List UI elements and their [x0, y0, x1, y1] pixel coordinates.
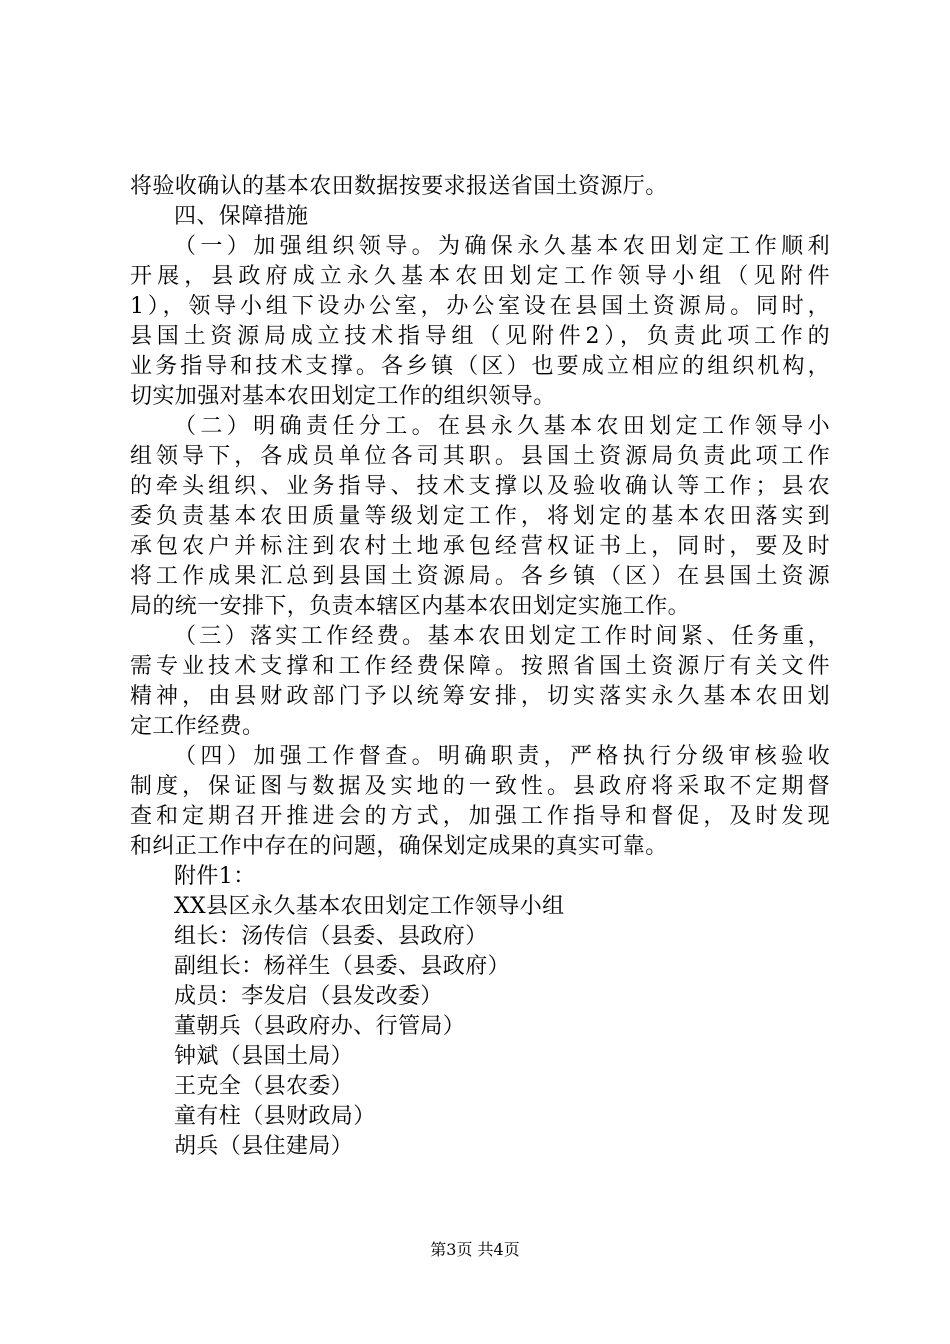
paragraph-line: 需专业技术支撑和工作经费保障。按照省国土资源厅有关文件 — [130, 654, 830, 679]
member-line: 董朝兵（县政府办、行管局） — [174, 1014, 466, 1039]
paragraph-line: 将验收确认的基本农田数据按要求报送省国土资源厅。 — [130, 174, 668, 199]
member-line: 童有柱（县财政局） — [174, 1104, 376, 1129]
paragraph-line: 制度，保证图与数据及实地的一致性。县政府将采取不定期督 — [130, 774, 830, 799]
paragraph-line: 的牵头组织、业务指导、技术支撑以及验收确认等工作；县农 — [130, 474, 830, 499]
member-line: 钟斌（县国土局） — [174, 1044, 354, 1069]
paragraph-line: 查和定期召开推进会的方式，加强工作指导和督促，及时发现 — [130, 804, 830, 829]
section-heading: 四、保障措施 — [174, 204, 309, 229]
paragraph-line: 组领导下，各成员单位各司其职。县国土资源局负责此项工作 — [130, 444, 830, 469]
member-line: 副组长：杨祥生（县委、县政府） — [174, 954, 511, 979]
paragraph-line: 精神，由县财政部门予以统筹安排，切实落实永久基本农田划 — [130, 684, 830, 709]
page-footer: 第3页 共4页 — [430, 1240, 520, 1259]
paragraph-line: （三）落实工作经费。基本农田划定工作时间紧、任务重， — [174, 624, 830, 649]
paragraph-line: 和纠正工作中存在的问题，确保划定成果的真实可靠。 — [130, 834, 668, 859]
paragraph-line: 定工作经费。 — [130, 714, 265, 739]
paragraph-line: （一）加强组织领导。为确保永久基本农田划定工作顺利 — [174, 234, 830, 259]
paragraph-line: 县国土资源局成立技术指导组（见附件2），负责此项工作的 — [130, 324, 830, 349]
group-title: XX县区永久基本农田划定工作领导小组 — [174, 894, 565, 919]
paragraph-line: 局的统一安排下，负责本辖区内基本农田划定实施工作。 — [130, 594, 691, 619]
paragraph-line: 1），领导小组下设办公室，办公室设在县国土资源局。同时， — [130, 294, 830, 319]
attachment-heading: 附件1： — [174, 864, 256, 889]
member-line: 组长：汤传信（县委、县政府） — [174, 924, 488, 949]
member-line: 王克全（县农委） — [174, 1074, 354, 1099]
member-line: 成员：李发启（县发改委） — [174, 984, 443, 1009]
paragraph-line: 开展，县政府成立永久基本农田划定工作领导小组（见附件 — [130, 264, 830, 289]
paragraph-line: 业务指导和技术支撑。各乡镇（区）也要成立相应的组织机构， — [130, 354, 830, 379]
paragraph-line: （二）明确责任分工。在县永久基本农田划定工作领导小 — [174, 414, 830, 439]
paragraph-line: 切实加强对基本农田划定工作的组织领导。 — [130, 384, 556, 409]
paragraph-line: 将工作成果汇总到县国土资源局。各乡镇（区）在县国土资源 — [130, 564, 830, 589]
paragraph-line: （四）加强工作督查。明确职责，严格执行分级审核验收 — [174, 744, 830, 769]
member-line: 胡兵（县住建局） — [174, 1134, 354, 1159]
paragraph-line: 委负责基本农田质量等级划定工作，将划定的基本农田落实到 — [130, 504, 830, 529]
paragraph-line: 承包农户并标注到农村土地承包经营权证书上，同时，要及时 — [130, 534, 830, 559]
